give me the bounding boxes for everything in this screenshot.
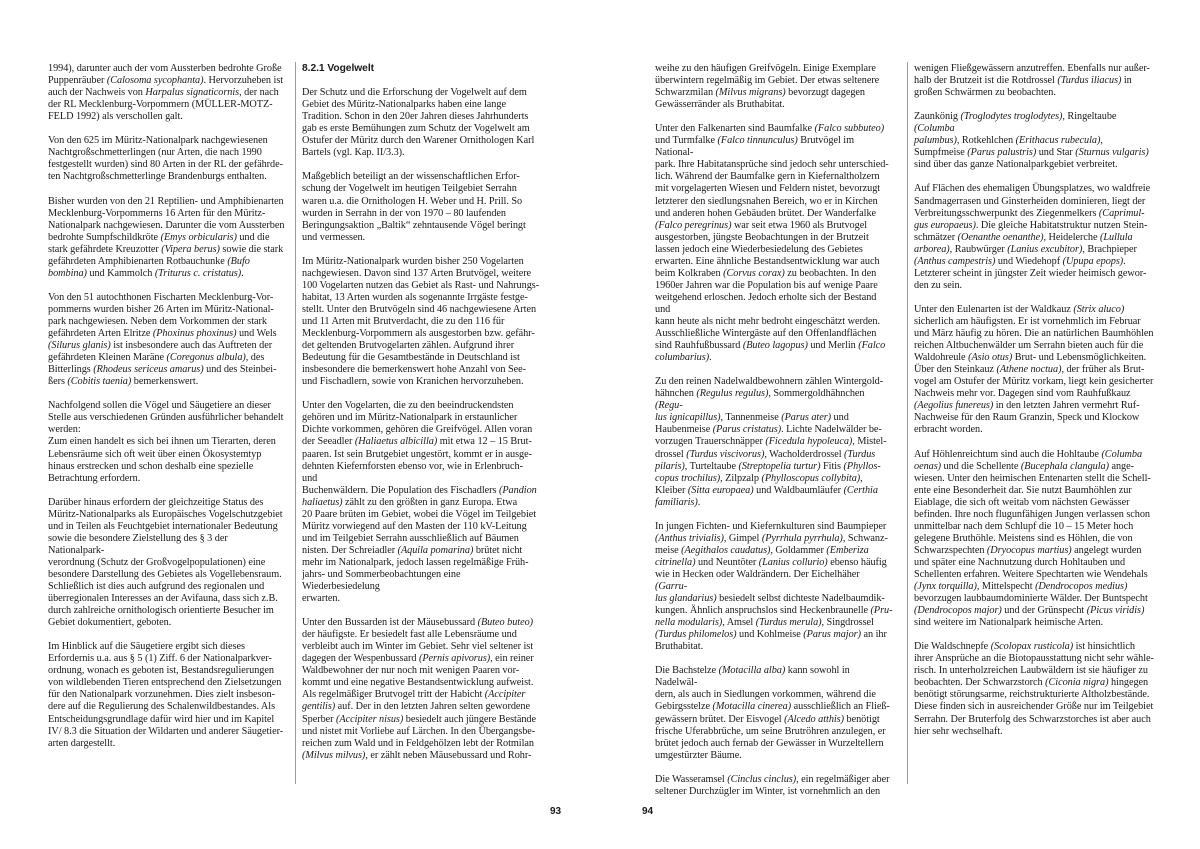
- paragraph: Von den 51 autochthonen Fischarten Mecklenburg-Vor- pommerns wurden bisher 26 Arten im Müritz-National- park nachgewiesen. Neben dem Vorkommen der stark gefährdeten Arten Elritze (Phoxinus phoxinus) und Wels (Silurus glanis) ist insbesondere auch das Auftreten der gefährdeten Kleinen Maräne (Coregonus albula), des Bitterlings (Rhodeus sericeus amarus) und des Steinbei- ßers (Cobitis taenia) bemerkenswert.: [48, 291, 277, 388]
- text-column-1: [48, 63, 286, 762]
- paragraph: Unter den Eulenarten ist der Waldkauz (Strix aluco) sicherlich am häufigsten. Er ist vornehmlich im Februar und März häufig zu hören. Die an natürlichen Baumhöhlen reichen Altbuchenwälder um Serrahn bieten auch für die Waldohreule (Asio otus) Brut- und Lebensmöglichkeiten. Über den Steinkauz (Athene noctua), der früher als Brut- vogel am Ostufer der Müritz vorkam, liegt kein gesicherter Nachweis mehr vor. Dagegen sind vom Rauhfußkauz (Aegolius funereus) in den letzten Jahren vermehrt Ruf- Nachweise für den Raum Granzin, Speck und Klockow erbracht worden.: [914, 303, 1154, 436]
- paragraph: In jungen Fichten- und Kiefernkulturen sind Baumpieper (Anthus trivialis), Gimpel (Pyrrhula pyrrhula), Schwanz- meise (Aegithalos caudatus), Goldammer (Emberiza citrinella) und Neuntöter (Lanius collurio) ebenso häufig wie in Hecken oder Waldrändern. Der Eichelhäher (Garru- lus glandarius) besiedelt selbst dichteste Nadelbaumdik- kungen. Ähnlich anspruchslos sind Heckenbraunelle (Pru- nella modularis), Amsel (Turdus merula), Singdrossel (Turdus philomelos) und Kohlmeise (Parus major) an ihr Bruthabitat.: [655, 520, 893, 653]
- paragraph: Auf Höhlenreichtum sind auch die Hohltaube (Columba oenas) und die Schellente (Bucephala clangula) ange- wiesen. Unter den heimischen Entenarten stellt die Schell- ente eine Besonderheit dar. Sie nutzt Baumhöhlen zur Eiablage, die sich oft weitab vom nächsten Gewässer befinden. Ihre noch flugunfähigen Jungen verlassen schon unmittelbar nach dem Schlupf die 10 – 15 Meter hoch gelegene Bruthöhle. Meistens sind es Höhlen, die von Schwarzspechten (Dryocopus martius) angelegt wurden und später eine Nachnutzung durch Hohltauben und Schellenten erfahren. Weitere Spechtarten wie Wendehals (Jynx torquilla), Mittelspecht (Dendrocopos medius) bevorzugen laubbaumdominierte Wälder. Der Buntspecht (Dendrocopos major) und der Grünspecht (Picus viridis) sind weitere im Nationalpark heimische Arten.: [914, 448, 1151, 629]
- paragraph: Die Waldschnepfe (Scolopax rusticola) ist hinsichtlich ihrer Ansprüche an die Biotopausstattung nicht sehr wähle- risch. In unterholzreichen Laubwäldern ist sie häufiger zu beobachten. Der Schwarzstorch (Ciconia nigra) hingegen benötigt störungsarme, reichstrukturierte Altholzbestände. Diese finden sich in ausreichender Größe nur im Teilgebiet Serrahn. Der Bruterfolg des Schwarzstorches ist aber auch hier sehr wechselhaft.: [914, 641, 1154, 737]
- paragraph: Im Hinblick auf die Säugetiere ergibt sich dieses Erfordernis u.a. aus § 5 (1) Ziff. 6 der Nationalparkver- ordnung, wonach es geboten ist, Bestandsregulierungen von wildlebenden Tieren entsprechend den Zielsetzungen für den Nationalpark vorzunehmen. Dies zielt insbeson- dere auf die Regulierung des Schalenwildbestandes. Als Entscheidungsgrundlage dafür wird hier und im Kapitel IV/ 8.3 die Situation der Wildarten und anderer Säugetier- arten dargestellt.: [48, 641, 284, 749]
- paragraph: Unter den Vogelarten, die zu den beeindruckendsten gehören und im Müritz-Nationalpark in erstaunlicher Dichte vorkommen, gehören die Greifvögel. Allen voran der Seeadler (Haliaetus albicilla) mit etwa 12 – 15 Brut- paaren. Ist sein Brutgebiet ungestört, kommt er in ausge- dehnten Kiefernforsten ebenso vor, wie in Erlenbruch- und Buchenwäldern. Die Population des Fischadlers (Pandion haliaetus) zählt zu den größten in ganz Europa. Etwa 20 Paare brüten im Gebiet, wobei die Vögel im Teilgebiet Müritz vorwiegend auf den Masten der 110 kV-Leitung und im Teilgebiet Serrahn ausschließlich auf Bäumen nisten. Der Schreiadler (Aquila pomarina) brütet nicht mehr im Nationalpark, jedoch lassen regelmäßige Früh- jahrs- und Sommerbeobachtungen eine Wiederbesiedelung erwarten.: [302, 400, 537, 605]
- paragraph: Unter den Bussarden ist der Mäusebussard (Buteo buteo) der häufigste. Er besiedelt fast alle Lebensräume und verbleibt auch im Winter im Gebiet. Sehr viel seltener ist dagegen der Wespenbussard (Pernis apivorus), ein reiner Waldbewohner der nur noch mit wenigen Paaren vor- kommt und eine negative Bestandsentwicklung aufweist. Als regelmäßiger Brutvogel tritt der Habicht (Accipiter gentilis) auf. Der in den letzten Jahren selten gewordene Sperber (Accipiter nisus) besiedelt auch jüngere Bestände und nistet mit Vorliebe auf Lärchen. In den Übergangsbe- reichen zum Wald und in Feldgehölzen lebt der Rotmilan (Milvus milvus), er zählt neben Mäusebussard und Rohr-: [302, 617, 536, 761]
- paragraph: Darüber hinaus erfordern der gleichzeitige Status des Müritz-Nationalparks als Europäisches Vogelschutzgebiet und in Teilen als Feuchtgebiet internationaler Bedeutung sowie die besondere Zielstellung des § 3 der Nationalpark- verordnung (Schutz der Großvogelpopulationen) eine besondere Darstellung des Gebietes als Vogellebensraum. Schließlich ist dies auch aufgrund des regionalen und überregionalen Interesses an der Avifauna, dass sich z.B. durch zahlreiche ornithologisch orientierte Besucher im Gebiet dokumentiert, geboten.: [48, 496, 283, 629]
- paragraph: 1994), darunter auch der vom Aussterben bedrohte Große Puppenräuber (Calosoma sycophanta). Hervorzuheben ist auch der Nachweis von Harpalus signaticornis, der nach der RL Mecklenburg-Vorpommern (MÜLLER-MOTZ- FELD 1992) als verschollen galt.: [48, 63, 284, 123]
- paragraph: Von den 625 im Müritz-Nationalpark nachgewiesenen Nachtgroßschmetterlingen (nur Arten, die nach 1990 festgestellt wurden) sind 80 Arten in der RL der gefährde- ten Nachtgroßschmetterlinge Brandenburgs enthalten.: [48, 135, 283, 183]
- paragraph: Unter den Falkenarten sind Baumfalke (Falco subbuteo) und Turmfalke (Falco tinnunculus) Brutvögel im National- park. Ihre Habitatansprüche sind jedoch sehr unterschied- lich. Während der Baumfalke gern in Kiefernaltholzern mit vorgelagerten Wiesen und Feldern nistet, bevorzugt letzterer den siedlungsnahen Bereich, wo er in Kirchen und anderen hohen Gebäuden brütet. Der Wanderfalke (Falco peregrinus) war seit etwa 1960 als Brutvogel ausgestorben, jüngste Beobachtungen in der Brutzeit lassen jedoch eine Wiederbesiedelung des Gebietes erwarten. Eine ähnliche Bestandsentwicklung war auch beim Kolkraben (Corvus corax) zu beobachten. In den 1960er Jahren war die Population bis auf wenige Paare weitgehend erloschen. Jedoch erholte sich der Bestand und kann heute als nicht mehr bedroht eingeschätzt werden. Ausschließliche Wintergäste auf den Offenlandflächen sind Rauhfußbussard (Buteo lagopus) und Merlin (Falco columbarius).: [655, 123, 889, 364]
- paragraph: Die Wasseramsel (Cinclus cinclus), ein regelmäßiger aber seltener Durchzügler im Winter, ist vornehmlich an den: [655, 773, 890, 797]
- text-column-4: [914, 63, 1154, 750]
- column-divider-right-page: [907, 62, 908, 784]
- paragraph: Zu den reinen Nadelwaldbewohnern zählen Wintergold- hähnchen (Regulus regulus), Sommergoldhähnchen (Regu- lus ignicapillus), Tannenmeise (Parus ater) und Haubenmeise (Parus cristatus). Lichte Nadelwälder be- vorzugen Trauerschnäpper (Ficedula hypoleuca), Mistel- drossel (Turdus viscivorus), Wacholderdrossel (Turdus pilaris), Turteltaube (Streptopelia turtur) Fitis (Phyllos- copus trochilus), Zilpzalp (Phylloscopus collybita), Kleiber (Sitta europaea) und Waldbaumläufer (Certhia familiaris).: [655, 376, 887, 508]
- paragraph: Zaunkönig (Troglodytes troglodytes), Ringeltaube (Columba palumbus), Rotkehlchen (Erithacus rubecula), Sumpfmeise (Parus palustris) und Star (Sturnus vulgaris) sind über das ganze Nationalparkgebiet verbreitet.: [914, 111, 1149, 171]
- page-number-right: 94: [642, 806, 654, 817]
- paragraph: Im Müritz-Nationalpark wurden bisher 250 Vogelarten nachgewiesen. Davon sind 137 Arten Brutvögel, weitere 100 Vogelarten nutzen das Gebiet als Rast- und Nahrungs- habitat, 13 Arten wurden als sogenannte Irrgäste festge- stellt. Unter den Brutvögeln sind 46 nachgewiesene Arten und 11 Arten mit Brutverdacht, die zu den 116 für Mecklenburg-Vorpommern als ausgestorben bzw. gefähr- det geltenden Brutvogelarten zählen. Aufgrund ihrer Bedeutung für die Gesamtbestände in Deutschland ist insbesondere die bemerkenswert hohe Anzahl von See- und Fischadlern, sowie von Kranichen hervorzuheben.: [302, 255, 540, 388]
- column-divider-left-page: [295, 62, 296, 784]
- text-column-3: [655, 63, 893, 810]
- text-column-2: [302, 63, 540, 774]
- paragraph: Nachfolgend sollen die Vögel und Säugetiere an dieser Stelle aus verschiedenen Gründen ausführlicher behandelt werden: Zum einen handelt es sich bei ihnen um Tierarten, deren Lebensräume sich oft weit über einen Ökosystemtyp hinaus erstrecken und schon deshalb eine spezielle Betrachtung erfordern.: [48, 400, 284, 484]
- paragraph: Bisher wurden von den 21 Reptilien- und Amphibienarten Mecklenburg-Vorpommerns 16 Arten für den Müritz- Nationalpark nachgewiesen. Darunter die vom Aussterben bedrohte Sumpfschildkröte (Emys orbicularis) und die stark gefährdete Kreuzotter (Vipera berus) sowie die stark gefährdeten Amphibienarten Rotbauchunke (Bufo bombina) und Kammolch (Triturus c. cristatus).: [48, 195, 285, 279]
- page-number-left: 93: [550, 806, 562, 817]
- section-heading: 8.2.1 Vogelwelt: [302, 63, 374, 74]
- paragraph: Der Schutz und die Erforschung der Vogelwelt auf dem Gebiet des Müritz-Nationalparks haben eine lange Tradition. Schon in den 20er Jahren dieses Jahrhunderts gab es erste Bemühungen zum Schutz der Vogelwelt am Ostufer der Müritz durch den Warener Ornithologen Karl Bartels (vgl. Kap. II/3.3).: [302, 87, 535, 159]
- paragraph: Die Bachstelze (Motacilla alba) kann sowohl in Nadelwäl- dern, als auch in Siedlungen vorkommen, während die Gebirgsstelze (Motacilla cinerea) ausschließlich an Fließ- gewässern brütet. Der Eisvogel (Alcedo atthis) benötigt frische Uferabbrüche, um seine Brutröhren anzulegen, er brütet jedoch auch fernab der Gewässer in Wurzeltellern umgestürzter Bäume.: [655, 665, 890, 761]
- paragraph: Auf Flächen des ehemaligen Übungsplatzes, wo waldfreie Sandmagerrasen und Ginsterheiden dominieren, liegt der Verbreitungsschwerpunkt des Ziegenmelkers (Caprimul- gus europaeus). Die gleiche Habitatstruktur nutzen Stein- schmätzer (Oenanthe oenanthe), Heidelerche (Lullula arborea), Raubwürger (Lanius excubitor), Brachpieper (Anthus campestris) und Wiedehopf (Upupa epops). Letzterer scheint in jüngster Zeit wieder heimisch gewor- den zu sein.: [914, 183, 1151, 291]
- paragraph: weihe zu den häufigen Greifvögeln. Einige Exemplare überwintern regelmäßig im Gebiet. Der etwas seltenere Schwarzmilan (Milvus migrans) bevorzugt dagegen Gewässerränder als Bruthabitat.: [655, 63, 880, 111]
- paragraph: Maßgeblich beteiligt an der wissenschaftlichen Erfor- schung der Vogelwelt im heutigen Teilgebiet Serrahn waren u.a. die Ornithologen H. Weber und H. Prill. So wurden in Serrahn in der von 1970 – 80 laufenden Beringungsaktion „Baltik“ zehntausende Vögel beringt und vermessen.: [302, 171, 526, 243]
- paragraph: wenigen Fließgewässern anzutreffen. Ebenfalls nur außer- halb der Brutzeit ist die Rotdrossel (Turdus iliacus) in großen Schwärmen zu beobachten.: [914, 63, 1150, 99]
